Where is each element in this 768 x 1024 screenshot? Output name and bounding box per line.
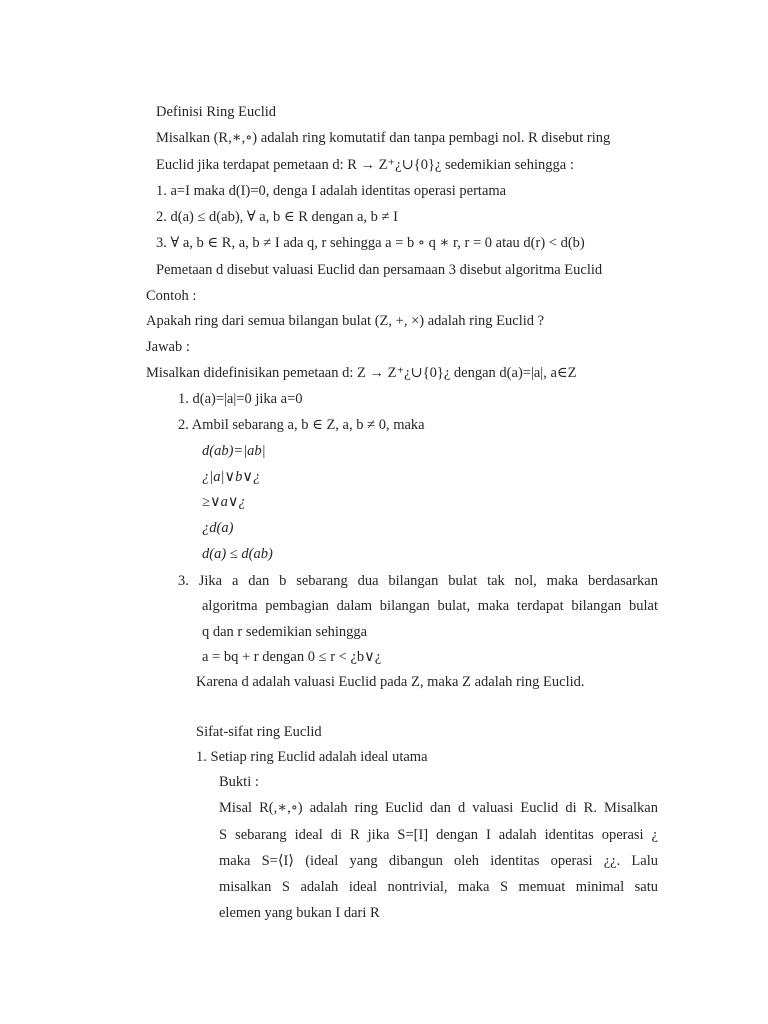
proof-line-4: misalkan S adalah ideal nontrivial, maka S memuat minimal satu bbox=[219, 879, 658, 895]
definition-line-1: Misalkan (R,∗,∘) adalah ring komutatif dan tanpa pembagi nol. R disebut ring bbox=[156, 130, 611, 146]
page-title: Definisi Ring Euclid bbox=[156, 104, 277, 120]
answer-step-4: ¿d(a) bbox=[202, 520, 234, 536]
proof-line-3: maka S=⟨I⟩ (ideal yang dibangun oleh identitas operasi ¿¿. Lalu bbox=[219, 853, 658, 869]
answer-item-2: 2. Ambil sebarang a, b ∈ Z, a, b ≠ 0, maka bbox=[178, 417, 425, 433]
definition-item-3: 3. ∀ a, b ∈ R, a, b ≠ I ada q, r sehingga a = b ∘ q ∗ r, r = 0 atau d(r) < d(b) bbox=[156, 235, 585, 251]
definition-item-1: 1. a=I maka d(I)=0, denga I adalah identitas operasi pertama bbox=[156, 183, 507, 199]
conclusion: Karena d adalah valuasi Euclid pada Z, maka Z adalah ring Euclid. bbox=[196, 674, 585, 690]
proof-label: Bukti : bbox=[219, 774, 259, 790]
answer-step-1: d(ab)=|ab| bbox=[202, 443, 266, 459]
answer-item-1: 1. d(a)=|a|=0 jika a=0 bbox=[178, 391, 303, 407]
property-item-1: 1. Setiap ring Euclid adalah ideal utama bbox=[196, 749, 428, 765]
answer-item-3-line-1: 3. Jika a dan b sebarang dua bilangan bulat tak nol, maka berdasarkan bbox=[178, 573, 658, 589]
answer-item-3-line-2: algoritma pembagian dalam bilangan bulat, maka terdapat bilangan bulat bbox=[202, 598, 658, 614]
example-question: Apakah ring dari semua bilangan bulat (Z, +, ×) adalah ring Euclid ? bbox=[146, 313, 545, 329]
answer-item-3-line-3: q dan r sedemikian sehingga bbox=[202, 624, 368, 640]
definition-closing: Pemetaan d disebut valuasi Euclid dan persamaan 3 disebut algoritma Euclid bbox=[156, 262, 603, 278]
properties-title: Sifat-sifat ring Euclid bbox=[196, 724, 322, 740]
answer-item-3-line-4: a = bq + r dengan 0 ≤ r < ¿b∨¿ bbox=[202, 649, 382, 665]
proof-line-2: S sebarang ideal di R jika S=[I] dengan I adalah identitas operasi ¿ bbox=[219, 827, 658, 843]
definition-line-2: Euclid jika terdapat pemetaan d: R → Z⁺¿∪{0}¿ sedemikian sehingga : bbox=[156, 157, 574, 173]
definition-item-2: 2. d(a) ≤ d(ab), ∀ a, b ∈ R dengan a, b ≠ I bbox=[156, 209, 398, 225]
answer-intro: Misalkan didefinisikan pemetaan d: Z → Z⁺¿∪{0}¿ dengan d(a)=|a|, a∈Z bbox=[146, 365, 577, 381]
answer-step-3: ≥∨a∨¿ bbox=[202, 494, 246, 510]
answer-step-5: d(a) ≤ d(ab) bbox=[202, 546, 273, 562]
answer-step-2: ¿|a|∨b∨¿ bbox=[202, 469, 261, 485]
proof-line-1: Misal R(,∗,∘) adalah ring Euclid dan d valuasi Euclid di R. Misalkan bbox=[219, 800, 658, 816]
example-label: Contoh : bbox=[146, 288, 197, 304]
proof-line-5: elemen yang bukan I dari R bbox=[219, 905, 380, 921]
answer-label: Jawab : bbox=[146, 339, 190, 355]
